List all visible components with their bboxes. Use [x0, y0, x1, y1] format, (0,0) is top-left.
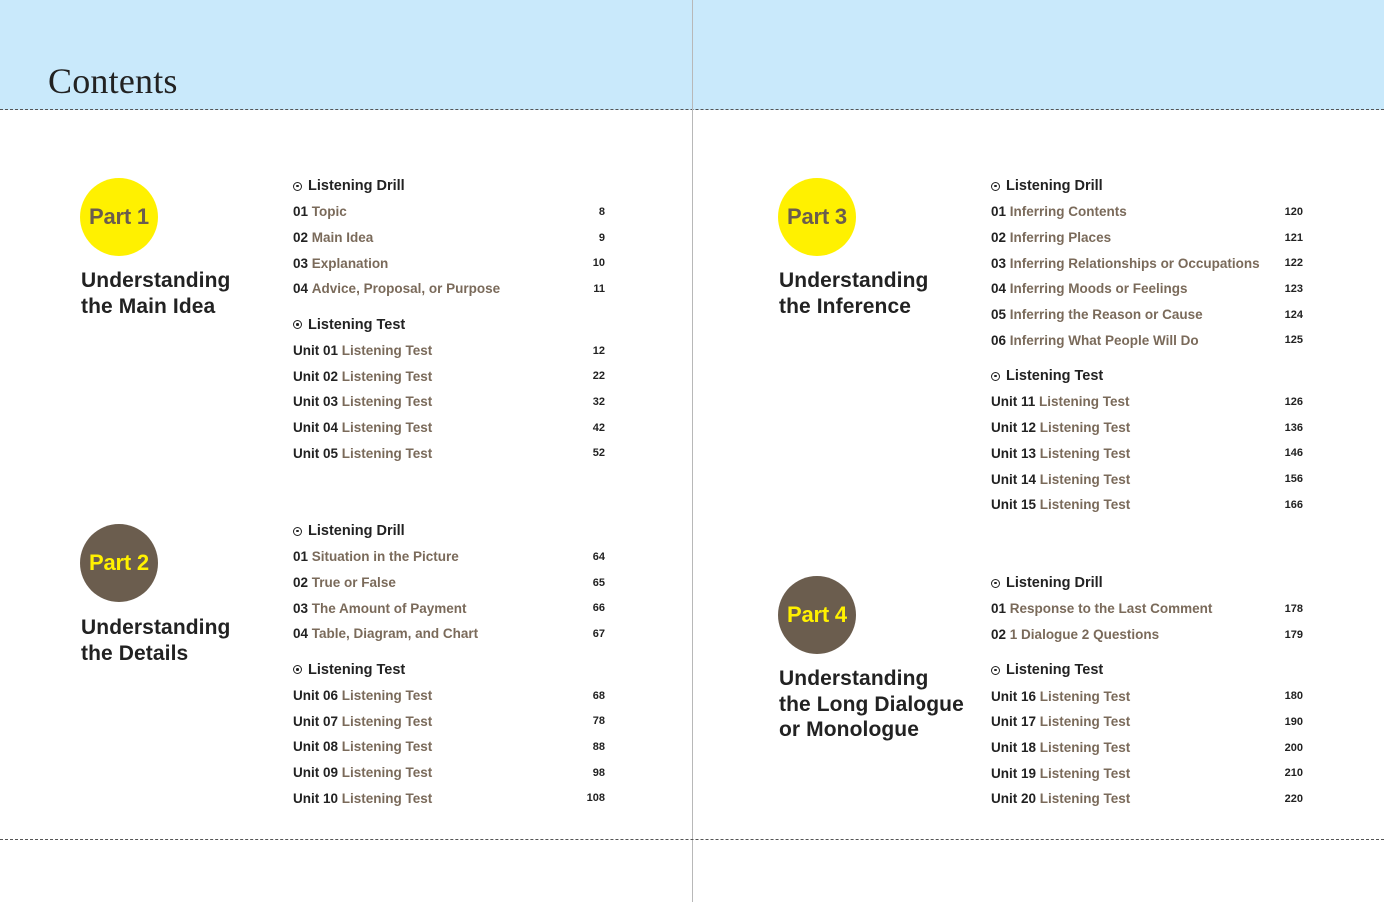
- toc-entry-page: 32: [592, 395, 605, 408]
- toc-entry-label: [293, 204, 347, 219]
- toc-entry-page: 65: [592, 576, 605, 589]
- toc-entry[interactable]: [293, 683, 605, 709]
- part-title-line: Understanding: [81, 616, 231, 639]
- toc-entry[interactable]: [991, 302, 1303, 328]
- part-1-title: [81, 268, 281, 319]
- toc-entry-page: 179: [1284, 628, 1303, 641]
- toc-entry-label: [991, 307, 1203, 322]
- toc-entry-page: 88: [592, 740, 605, 753]
- toc-entry-number: 03: [293, 255, 309, 271]
- toc-entry-text: Listening Test: [1039, 714, 1131, 730]
- toc-entry-page: 66: [592, 602, 605, 615]
- section-heading-text: Listening Test: [1006, 368, 1104, 385]
- toc-entry-text: Listening Test: [341, 739, 433, 755]
- toc-entry-number: 02: [991, 627, 1007, 643]
- toc-entry[interactable]: [293, 441, 605, 467]
- toc-entry-text: Listening Test: [1039, 765, 1131, 781]
- toc-entry-label: [991, 333, 1199, 348]
- section-heading: [293, 312, 605, 338]
- toc-entry-number: 01: [293, 204, 309, 220]
- toc-entry-text: Listening Test: [341, 343, 433, 359]
- toc-entry-number: 04: [293, 281, 309, 297]
- toc-entry[interactable]: [991, 276, 1303, 302]
- toc-entry-page: 136: [1284, 421, 1303, 434]
- toc-entry-text: Listening Test: [1039, 791, 1131, 807]
- toc-entry-page: 108: [586, 792, 605, 805]
- toc-entry-text: Situation in the Picture: [311, 549, 459, 565]
- toc-entry[interactable]: [293, 570, 605, 596]
- toc-entry-number: Unit 15: [991, 497, 1037, 513]
- toc-entry-number: 02: [293, 230, 309, 246]
- toc-entry-label: [991, 740, 1130, 755]
- toc-entry-page: 120: [1284, 205, 1303, 218]
- toc-entry-number: Unit 12: [991, 420, 1037, 436]
- toc-entry[interactable]: [991, 735, 1303, 761]
- toc-entry-page: 122: [1284, 257, 1303, 270]
- toc-entry-number: Unit 06: [293, 688, 339, 704]
- toc-entry-number: Unit 02: [293, 368, 339, 384]
- toc-entry-text: Inferring Contents: [1009, 204, 1127, 220]
- section-heading: [293, 518, 605, 544]
- toc-entry-number: Unit 03: [293, 394, 339, 410]
- section-heading-text: Listening Drill: [308, 523, 405, 539]
- toc-entry-label: [293, 575, 396, 590]
- part-title-line: or Monologue: [779, 718, 920, 741]
- part-2-title: [81, 615, 281, 666]
- toc-entry-text: Listening Test: [1039, 497, 1131, 513]
- toc-entry-label: [293, 446, 432, 461]
- target-bullet-icon: [991, 182, 1000, 191]
- toc-entry-page: 52: [592, 447, 605, 460]
- toc-entry[interactable]: [293, 621, 605, 647]
- toc-entry[interactable]: [991, 760, 1303, 786]
- part-title-line: the Long Dialogue: [779, 692, 964, 716]
- toc-entry-label: [293, 369, 432, 384]
- toc-entry-label: [991, 394, 1130, 409]
- toc-entry-text: Listening Test: [1039, 688, 1131, 704]
- toc-entry[interactable]: [991, 327, 1303, 353]
- toc-entry-number: 05: [991, 307, 1007, 323]
- toc-entry-label: [293, 739, 432, 754]
- toc-entry-text: Topic: [311, 204, 347, 220]
- toc-entry-page: 125: [1284, 334, 1303, 347]
- part-3-toc: [991, 173, 1303, 518]
- toc-entry-page: 123: [1284, 282, 1303, 295]
- section-heading: [293, 657, 605, 683]
- section-gap: [293, 647, 605, 657]
- section-heading: [991, 173, 1303, 199]
- toc-entry-number: 04: [991, 281, 1007, 297]
- toc-entry-label: [293, 256, 388, 271]
- toc-entry-text: Listening Test: [341, 445, 433, 461]
- toc-entry-number: Unit 07: [293, 713, 339, 729]
- toc-entry-page: 124: [1284, 308, 1303, 321]
- toc-entry-number: Unit 10: [293, 790, 339, 806]
- target-bullet-icon: [991, 579, 1000, 588]
- toc-entry-label: [991, 689, 1130, 704]
- toc-entry-label: [293, 765, 432, 780]
- toc-entry-label: [293, 230, 373, 245]
- toc-entry-label: [991, 497, 1130, 512]
- toc-entry-page: 9: [598, 231, 605, 244]
- target-bullet-icon: [293, 182, 302, 191]
- toc-entry-number: Unit 05: [293, 445, 339, 461]
- section-heading-text: Listening Drill: [1006, 178, 1103, 194]
- part-title-line: Understanding: [779, 667, 929, 690]
- section-gap: [991, 647, 1303, 657]
- toc-entry-number: Unit 09: [293, 765, 339, 781]
- section-heading: [293, 173, 605, 199]
- toc-entry-text: Inferring Moods or Feelings: [1009, 281, 1188, 297]
- part-title-line: Understanding: [81, 269, 231, 292]
- part-title-line: the Details: [81, 641, 189, 665]
- toc-entry-number: Unit 01: [293, 343, 339, 359]
- toc-entry-text: The Amount of Payment: [311, 600, 467, 616]
- toc-entry-text: Advice, Proposal, or Purpose: [311, 281, 501, 297]
- toc-entry[interactable]: [293, 338, 605, 364]
- toc-entry-text: Listening Test: [341, 713, 433, 729]
- toc-entry-label: [293, 688, 432, 703]
- toc-entry[interactable]: [991, 415, 1303, 441]
- toc-entry-page: 220: [1284, 792, 1303, 805]
- toc-entry[interactable]: [991, 389, 1303, 415]
- part-2-badge: Part 2: [80, 524, 158, 602]
- toc-entry-text: Inferring the Reason or Cause: [1009, 307, 1203, 323]
- part-2-toc: [293, 518, 605, 811]
- toc-entry-page: 42: [592, 421, 605, 434]
- toc-entry-text: Listening Test: [341, 688, 433, 704]
- section-heading: [991, 570, 1303, 596]
- footer-divider: [0, 839, 1384, 840]
- toc-entry[interactable]: [293, 389, 605, 415]
- toc-entry[interactable]: [991, 441, 1303, 467]
- toc-entry-number: Unit 13: [991, 445, 1037, 461]
- toc-entry[interactable]: [293, 415, 605, 441]
- toc-entry-label: [293, 549, 459, 564]
- toc-entry[interactable]: [991, 622, 1303, 648]
- toc-entry-text: Listening Test: [1039, 740, 1131, 756]
- toc-entry-page: 78: [592, 715, 605, 728]
- toc-entry-number: 02: [293, 575, 309, 591]
- toc-entry-label: [293, 601, 467, 616]
- toc-entry-text: Listening Test: [341, 394, 433, 410]
- toc-entry[interactable]: [991, 709, 1303, 735]
- toc-entry-label: [293, 343, 432, 358]
- part-title-line: the Inference: [779, 294, 912, 318]
- toc-entry-text: Table, Diagram, and Chart: [311, 626, 479, 642]
- toc-entry-text: Main Idea: [311, 230, 374, 246]
- toc-entry-text: Listening Test: [341, 765, 433, 781]
- toc-entry-text: Listening Test: [1039, 471, 1131, 487]
- toc-entry[interactable]: [991, 199, 1303, 225]
- toc-entry-label: [293, 394, 432, 409]
- toc-entry-label: [991, 256, 1260, 271]
- part-4-toc: [991, 570, 1303, 812]
- toc-entry-number: Unit 14: [991, 471, 1037, 487]
- toc-entry[interactable]: [293, 734, 605, 760]
- target-bullet-icon: [293, 527, 302, 536]
- toc-entry-label: [991, 791, 1130, 806]
- toc-entry-page: 67: [592, 627, 605, 640]
- toc-entry-text: 1 Dialogue 2 Questions: [1009, 627, 1160, 643]
- section-heading-text: Listening Test: [308, 661, 406, 678]
- toc-entry-label: [991, 472, 1130, 487]
- toc-entry[interactable]: [991, 466, 1303, 492]
- toc-entry-number: 01: [991, 601, 1007, 617]
- toc-entry-text: Listening Test: [1039, 420, 1131, 436]
- toc-entry-number: Unit 11: [991, 394, 1036, 410]
- toc-entry-page: 180: [1284, 690, 1303, 703]
- part-title-line: the Main Idea: [81, 294, 216, 318]
- section-heading-text: Listening Drill: [308, 178, 405, 194]
- part-3-badge: Part 3: [778, 178, 856, 256]
- toc-entry-number: 03: [991, 255, 1007, 271]
- toc-entry-page: 178: [1284, 602, 1303, 615]
- toc-entry-page: 121: [1284, 231, 1303, 244]
- part-1-badge: Part 1: [80, 178, 158, 256]
- toc-entry[interactable]: [293, 786, 605, 812]
- section-heading-text: Listening Drill: [1006, 575, 1103, 591]
- toc-entry-text: True or False: [311, 575, 396, 591]
- toc-entry-number: Unit 04: [293, 420, 339, 436]
- toc-entry[interactable]: [293, 225, 605, 251]
- toc-entry-number: 03: [293, 600, 309, 616]
- toc-entry-page: 156: [1284, 473, 1303, 486]
- toc-entry-number: Unit 20: [991, 791, 1037, 807]
- toc-entry-number: Unit 17: [991, 714, 1037, 730]
- target-bullet-icon: [991, 372, 1000, 381]
- toc-entry-number: Unit 19: [991, 765, 1037, 781]
- toc-entry-number: 01: [991, 204, 1007, 220]
- toc-entry-page: 11: [593, 282, 605, 295]
- target-bullet-icon: [293, 320, 302, 329]
- toc-entry-text: Listening Test: [341, 790, 433, 806]
- toc-entry-text: Listening Test: [1039, 445, 1131, 461]
- toc-entry[interactable]: [293, 276, 605, 302]
- toc-entry-label: [991, 204, 1127, 219]
- toc-entry-page: 98: [592, 766, 605, 779]
- toc-entry-number: 01: [293, 549, 309, 565]
- toc-entry-page: 22: [592, 370, 605, 383]
- toc-entry-label: [293, 420, 432, 435]
- part-1-toc: [293, 173, 605, 466]
- toc-entry-label: [991, 601, 1212, 616]
- toc-entry[interactable]: [991, 786, 1303, 812]
- toc-entry-text: Inferring Relationships or Occupations: [1009, 255, 1260, 271]
- toc-entry-text: Response to the Last Comment: [1009, 601, 1213, 617]
- toc-entry-label: [293, 626, 478, 641]
- toc-entry-number: 06: [991, 332, 1007, 348]
- toc-entry-label: [991, 714, 1130, 729]
- toc-entry-page: 190: [1284, 715, 1303, 728]
- section-heading-text: Listening Test: [308, 316, 406, 333]
- toc-entry[interactable]: [991, 683, 1303, 709]
- part-3-title: [779, 268, 979, 319]
- toc-entry[interactable]: [293, 760, 605, 786]
- toc-entry-number: 04: [293, 626, 309, 642]
- section-gap: [991, 353, 1303, 363]
- toc-entry-number: Unit 08: [293, 739, 339, 755]
- page-title: Contents: [48, 61, 178, 101]
- toc-entry-label: [991, 281, 1188, 296]
- toc-entry-page: 10: [592, 257, 605, 270]
- toc-entry[interactable]: [293, 363, 605, 389]
- toc-entry[interactable]: [293, 544, 605, 570]
- toc-entry-page: 12: [592, 344, 605, 357]
- toc-entry-number: Unit 16: [991, 688, 1037, 704]
- target-bullet-icon: [991, 666, 1000, 675]
- toc-entry-label: [293, 791, 432, 806]
- toc-entry-page: 68: [592, 689, 605, 702]
- toc-entry[interactable]: [991, 596, 1303, 622]
- toc-entry-text: Listening Test: [1039, 394, 1130, 410]
- section-heading-text: Listening Test: [1006, 662, 1104, 679]
- toc-entry[interactable]: [293, 199, 605, 225]
- toc-entry-text: Explanation: [311, 255, 389, 271]
- toc-entry-label: [991, 230, 1111, 245]
- toc-entry-text: Inferring Places: [1009, 230, 1112, 246]
- toc-entry-page: 8: [598, 205, 605, 218]
- part-title-line: Understanding: [779, 269, 929, 292]
- toc-entry[interactable]: [293, 250, 605, 276]
- toc-entry[interactable]: [991, 225, 1303, 251]
- toc-entry[interactable]: [991, 492, 1303, 518]
- toc-entry-label: [991, 766, 1130, 781]
- toc-entry-number: 02: [991, 230, 1007, 246]
- section-heading: [991, 363, 1303, 389]
- toc-entry[interactable]: [991, 250, 1303, 276]
- toc-entry-number: Unit 18: [991, 740, 1037, 756]
- toc-entry-page: 210: [1284, 767, 1303, 780]
- toc-entry-label: [991, 446, 1130, 461]
- toc-entry-label: [293, 714, 432, 729]
- section-heading: [991, 657, 1303, 683]
- section-gap: [293, 302, 605, 312]
- page-spine: [692, 0, 693, 902]
- toc-entry-label: [991, 627, 1159, 642]
- toc-entry-text: Listening Test: [341, 420, 433, 436]
- toc-entry-text: Listening Test: [341, 368, 433, 384]
- toc-entry-page: 200: [1284, 741, 1303, 754]
- toc-entry[interactable]: [293, 708, 605, 734]
- toc-entry-text: Inferring What People Will Do: [1009, 332, 1199, 348]
- part-4-badge: Part 4: [778, 576, 856, 654]
- toc-entry-page: 64: [592, 550, 605, 563]
- toc-entry-label: [991, 420, 1130, 435]
- part-4-title: [779, 666, 989, 743]
- toc-entry-page: 146: [1284, 447, 1303, 460]
- target-bullet-icon: [293, 665, 302, 674]
- toc-entry-label: [293, 281, 500, 296]
- toc-entry-page: 126: [1284, 395, 1303, 408]
- toc-entry[interactable]: [293, 595, 605, 621]
- toc-entry-page: 166: [1284, 498, 1303, 511]
